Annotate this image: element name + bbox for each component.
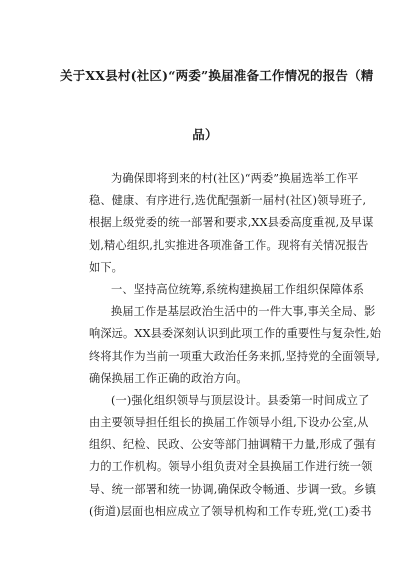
paragraph-line: 导、统一部署和统一协调,确保政令畅通、步调一致。乡镇 xyxy=(89,482,377,496)
paragraph-line: 力的工作机构。领导小组负责对全县换届工作进行统一领 xyxy=(89,460,373,474)
document-title-line-2: 品） xyxy=(192,127,218,142)
paragraph-line: 确保换届工作正确的政治方向。 xyxy=(89,371,248,385)
paragraph-line: 换届工作是基层政治生活中的一件大事,事关全局、影 xyxy=(111,305,376,319)
paragraph-line: 如下。 xyxy=(89,260,124,274)
paragraph-line: 组织、纪检、民政、公安等部门抽调精干力量,形成了强有 xyxy=(89,438,377,452)
paragraph-line: 稳、健康、有序进行,选优配强新一届村(社区)领导班子, xyxy=(89,194,367,208)
intro-paragraph xyxy=(89,168,382,523)
paragraph-line: 终将其作为当前一项重大政治任务来抓,坚持党的全面领导, xyxy=(89,349,380,363)
paragraph-line: (街道)层面也相应成立了领导机构和工作专班,党(工)委书 xyxy=(89,504,372,518)
section-heading: 一、坚持高位统筹,系统构建换届工作组织保障体系 xyxy=(111,282,365,296)
paragraph-line: 由主要领导担任组长的换届工作领导小组,下设办公室,从 xyxy=(89,416,369,430)
paragraph-line: 划,精心组织,扎实推进各项准备工作。现将有关情况报告 xyxy=(89,238,369,252)
paragraph-line: 为确保即将到来的村(社区)“两委”换届选举工作平 xyxy=(111,172,359,185)
paragraph-line: 响深远。XX县委深刻认识到此项工作的重要性与复杂性,始 xyxy=(89,327,382,341)
paragraph-line: 根据上级党委的统一部署和要求,XX县委高度重视,及早谋 xyxy=(89,216,374,230)
paragraph-line: (一)强化组织领导与顶层设计。县委第一时间成立了 xyxy=(111,393,370,407)
document-title-line-1: 关于XX县村(社区)“两委”换届准备工作情况的报告（精 xyxy=(60,68,374,83)
